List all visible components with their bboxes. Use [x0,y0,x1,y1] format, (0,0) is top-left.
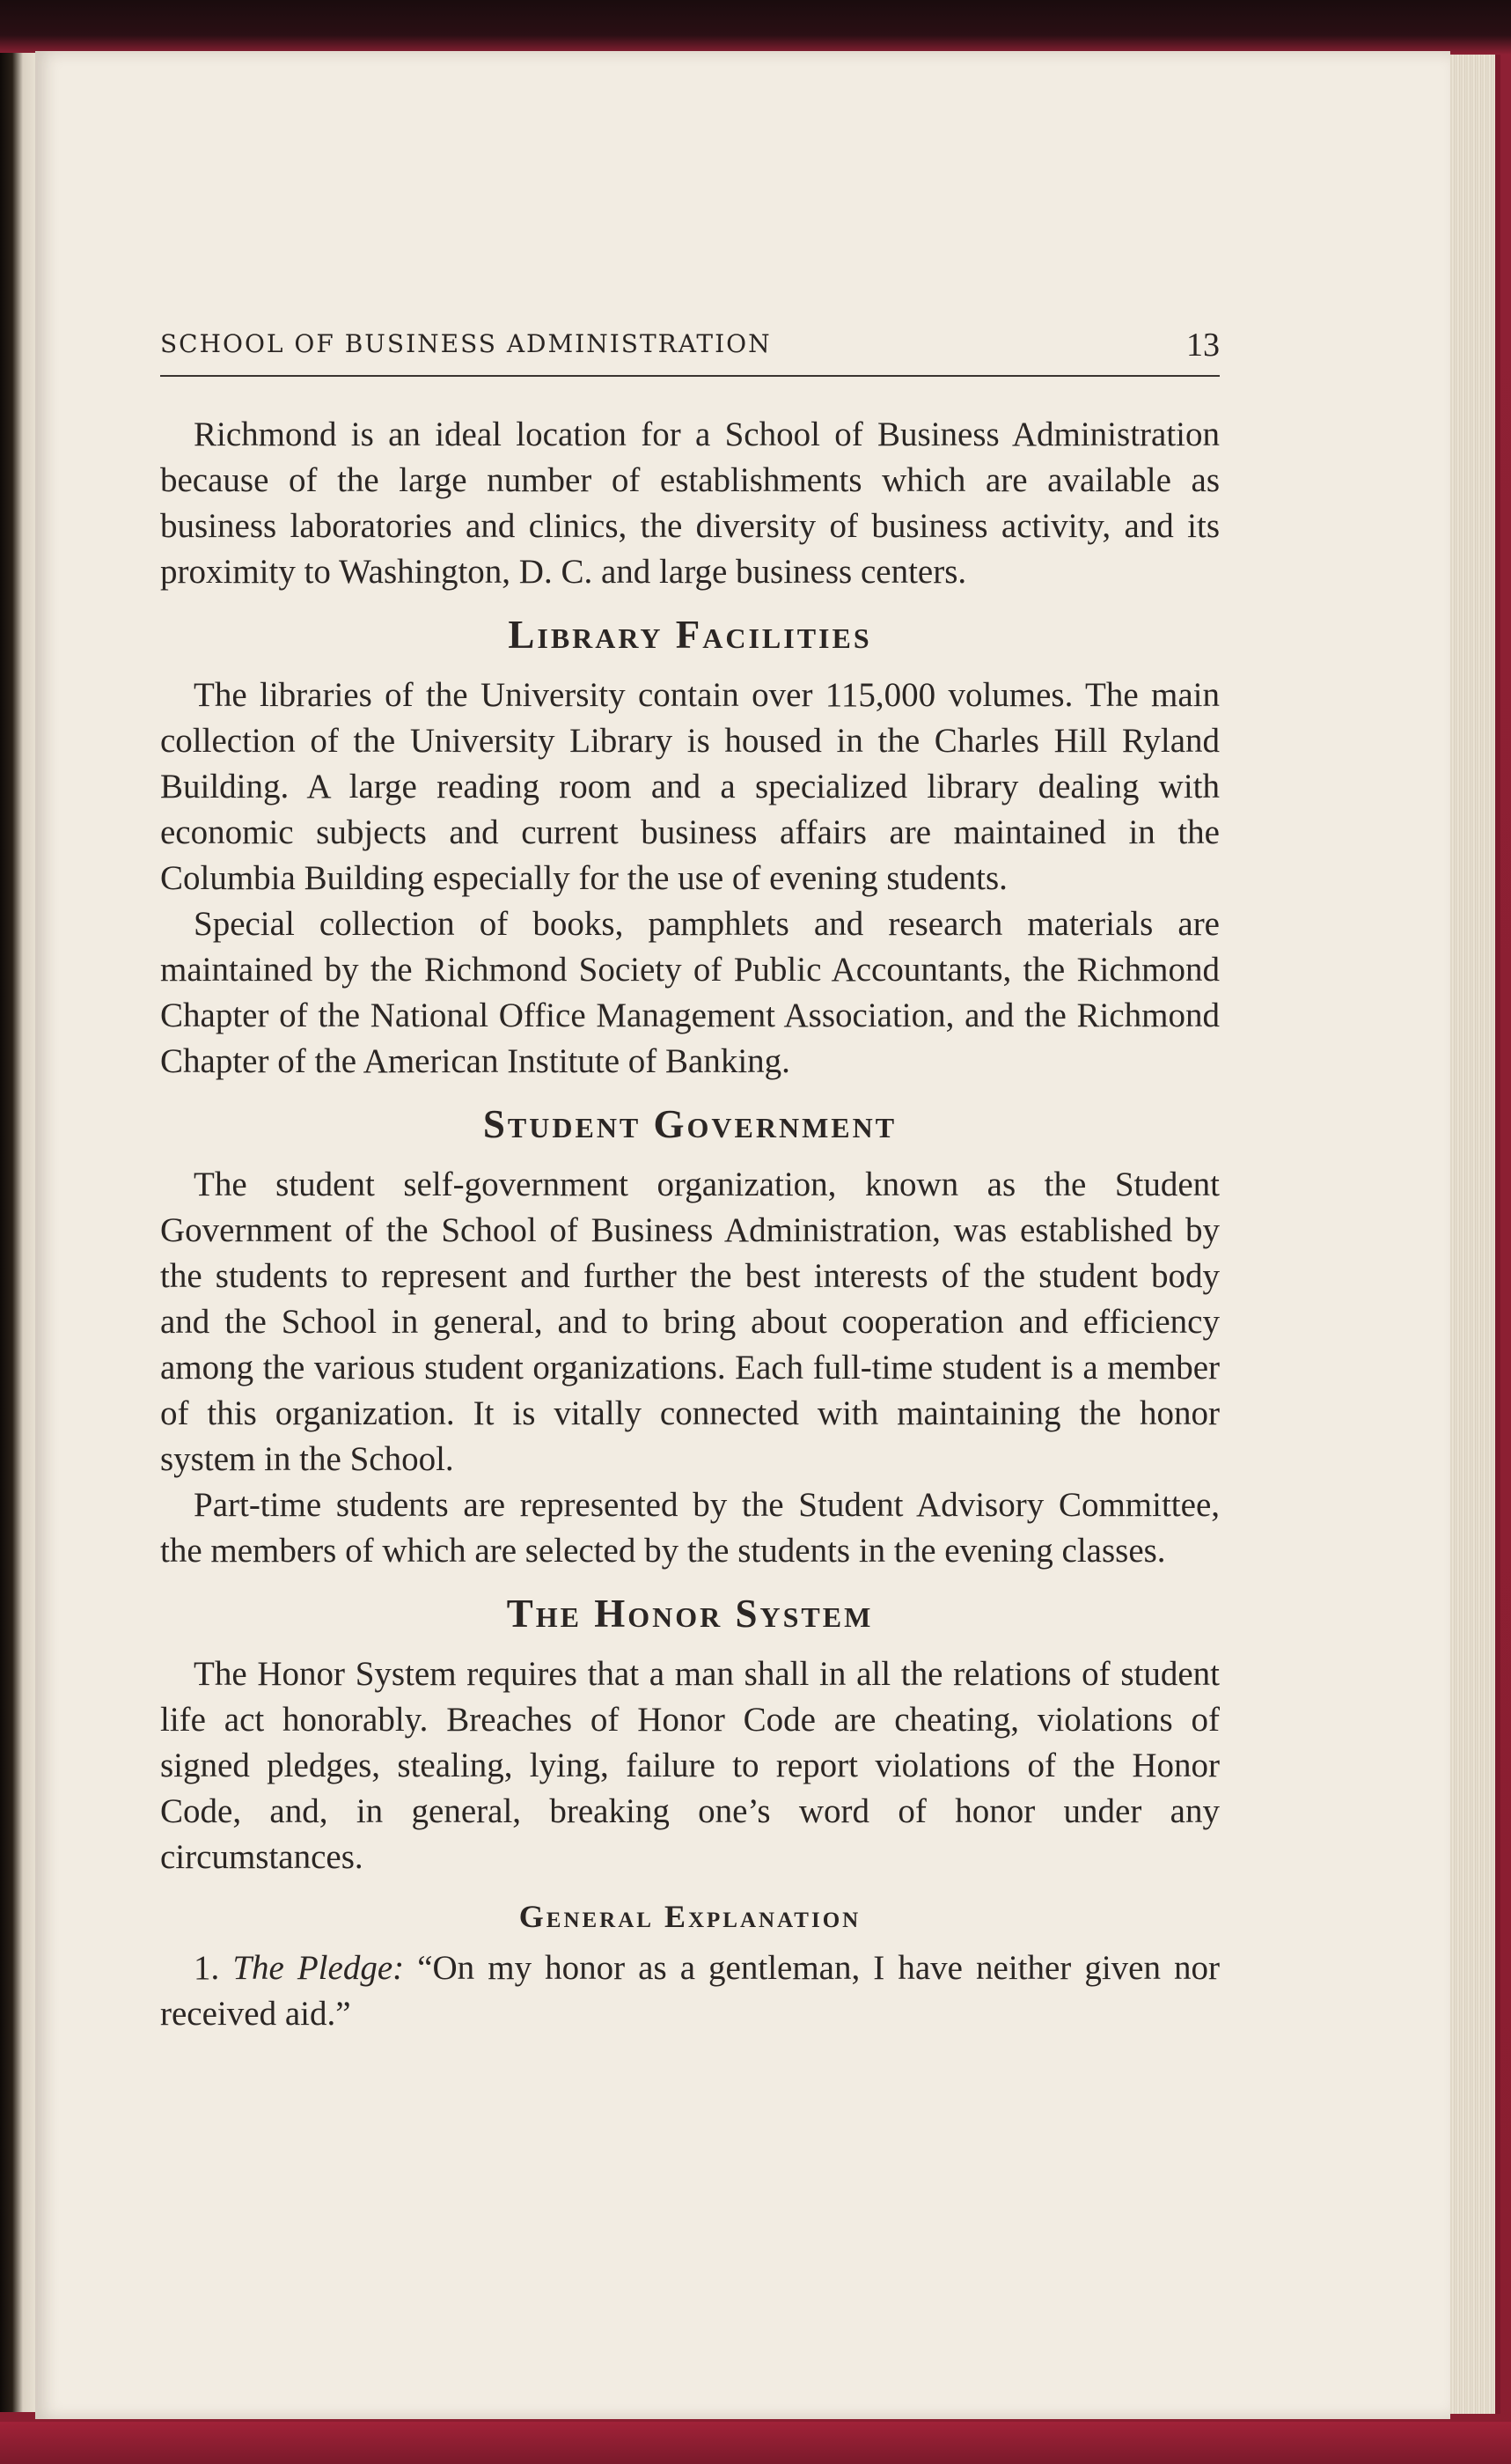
page-stack-edge [1444,55,1500,2414]
honor-system-heading: The Honor System [506,1592,874,1636]
book-binding [0,53,39,2412]
student-government-paragraph-1: The student self-government organization, known as the Student Government of the School of Business Administration, was established by the students to represent and further the best interests of the student body and the School in general, and to bring about cooperation and efficiency among the various student organizations. Each full-time student is a member of this organization. It is vitally connected with maintaining the honor system in the School. [160,1166,1220,1478]
body-text [160,412,1220,2037]
library-paragraph-1: The libraries of the University contain over 115,000 volumes. The main collection of the University Library is housed in the Charles Hill Ryland Building. A large reading room and a specialized library dealing with economic subjects and current business affairs are maintained in the Columbia Building especially for the use of evening students. [160,676,1220,897]
pledge-item-text: “On my honor as a gentleman, I have neither given nor received aid.” [160,1949,1221,2033]
intro-paragraph: Richmond is an ideal location for a School of Business Administration because of the large number of establishments which are available as business laboratories and clinics, the diversity of business activity, and its proximity to Washington, D. C. and large business centers. [160,416,1220,591]
library-paragraph-2: Special collection of books, pamphlets and research materials are maintained by the Richmond Society of Public Accountants, the Richmond Chapter of the National Office Management Association, and the Richmond Chapter of the American Institute of Banking. [160,905,1220,1080]
book-page [35,51,1450,2419]
honor-system-paragraph: The Honor System requires that a man shall in all the relations of student life act honorably. Breaches of Honor Code are cheating, violations of signed pledges, stealing, lying, failure to report violations of the Honor Code, and, in general, breaking one’s word of honor under any circumstances. [160,1655,1220,1876]
general-explanation-heading: General Explanation [518,1899,862,1934]
book-cover-edge [0,2422,1511,2464]
library-facilities-heading: Library Facilities [508,613,872,657]
running-head [160,326,1220,377]
student-government-heading: Student Government [482,1102,898,1146]
running-head-title: SCHOOL OF BUSINESS ADMINISTRATION [160,329,772,358]
pledge-item [160,1945,1220,2037]
pledge-item-number: 1. [194,1949,220,1987]
student-government-paragraph-2: Part-time students are represented by the Student Advisory Committee, the members of which are selected by the students in the evening classes. [160,1486,1220,1570]
page-number: 13 [1186,327,1220,364]
pledge-item-label: The Pledge: [232,1949,405,1987]
